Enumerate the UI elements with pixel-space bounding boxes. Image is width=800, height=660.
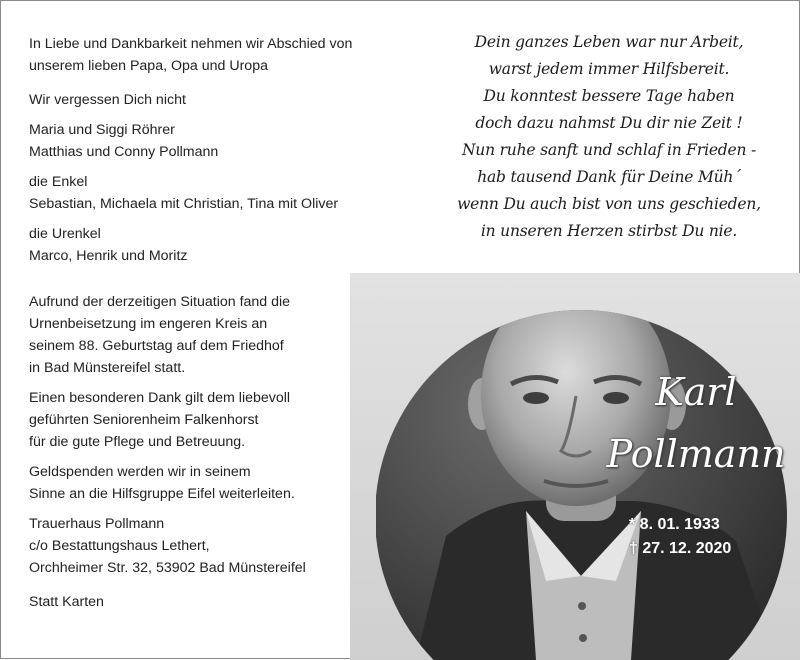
first-name: Karl bbox=[655, 370, 737, 414]
children bbox=[29, 119, 389, 163]
poem-line: Dein ganzes Leben war nur Arbeit, bbox=[474, 33, 744, 51]
thanks-line: geführten Seniorenheim Falkenhorst bbox=[29, 412, 259, 428]
burial-line: seinem 88. Geburtstag auf dem Friedhof bbox=[29, 338, 284, 354]
great-grandchildren bbox=[29, 223, 389, 267]
great-grandchildren-names: Marco, Henrik und Moritz bbox=[29, 248, 188, 264]
thanks-line: für die gute Pflege und Betreuung. bbox=[29, 434, 246, 450]
left-column bbox=[29, 33, 389, 621]
statt-karten bbox=[29, 591, 389, 613]
intro-line: unserem lieben Papa, Opa und Uropa bbox=[29, 58, 268, 74]
death-date: † 27. 12. 2020 bbox=[629, 540, 732, 557]
burial-line: in Bad Münstereifel statt. bbox=[29, 360, 186, 376]
child-name: Matthias und Conny Pollmann bbox=[29, 144, 219, 160]
burial-line: Urnenbeisetzung im engeren Kreis an bbox=[29, 316, 268, 332]
burial-line: Aufrund der derzeitigen Situation fand die bbox=[29, 294, 291, 310]
intro bbox=[29, 33, 389, 77]
poem bbox=[439, 29, 779, 245]
poem-line: wenn Du auch bist von uns geschieden, bbox=[457, 195, 761, 213]
thanks-line: Einen besonderen Dank gilt dem liebevoll bbox=[29, 390, 291, 406]
burial-note bbox=[29, 291, 389, 379]
funeral-home-line: c/o Bestattungshaus Lethert, bbox=[29, 538, 210, 554]
funeral-home bbox=[29, 513, 389, 579]
donations-line: Sinne an die Hilfsgruppe Eifel weiterleiten. bbox=[29, 486, 295, 502]
great-grandchildren-heading: die Urenkel bbox=[29, 226, 101, 242]
grandchildren-names: Sebastian, Michaela mit Christian, Tina mit Oliver bbox=[29, 196, 339, 212]
last-name: Pollmann bbox=[606, 432, 786, 476]
grandchildren bbox=[29, 171, 389, 215]
donations-note bbox=[29, 461, 389, 505]
life-dates bbox=[629, 513, 731, 561]
child-name: Maria und Siggi Röhrer bbox=[29, 122, 175, 138]
poem-line: in unseren Herzen stirbst Du nie. bbox=[480, 222, 738, 240]
poem-line: Du konntest bessere Tage haben bbox=[483, 87, 735, 105]
poem-line: Nun ruhe sanft und schlaf in Frieden - bbox=[461, 141, 757, 159]
donations-line: Geldspenden werden wir in seinem bbox=[29, 464, 251, 480]
not-forget bbox=[29, 89, 389, 111]
not-forget-text: Wir vergessen Dich nicht bbox=[29, 92, 186, 108]
grandchildren-heading: die Enkel bbox=[29, 174, 88, 190]
poem-line: doch dazu nahmst Du dir nie Zeit ! bbox=[475, 114, 743, 132]
deceased-name bbox=[601, 361, 791, 485]
poem-line: hab tausend Dank für Deine Müh´ bbox=[477, 168, 741, 186]
birth-date: * 8. 01. 1933 bbox=[629, 516, 720, 533]
statt-karten-text: Statt Karten bbox=[29, 594, 104, 610]
funeral-home-line: Trauerhaus Pollmann bbox=[29, 516, 165, 532]
intro-line: In Liebe und Dankbarkeit nehmen wir Abschied von bbox=[29, 36, 353, 52]
poem-line: warst jedem immer Hilfsbereit. bbox=[488, 60, 730, 78]
funeral-home-line: Orchheimer Str. 32, 53902 Bad Münstereifel bbox=[29, 560, 306, 576]
thanks-note bbox=[29, 387, 389, 453]
